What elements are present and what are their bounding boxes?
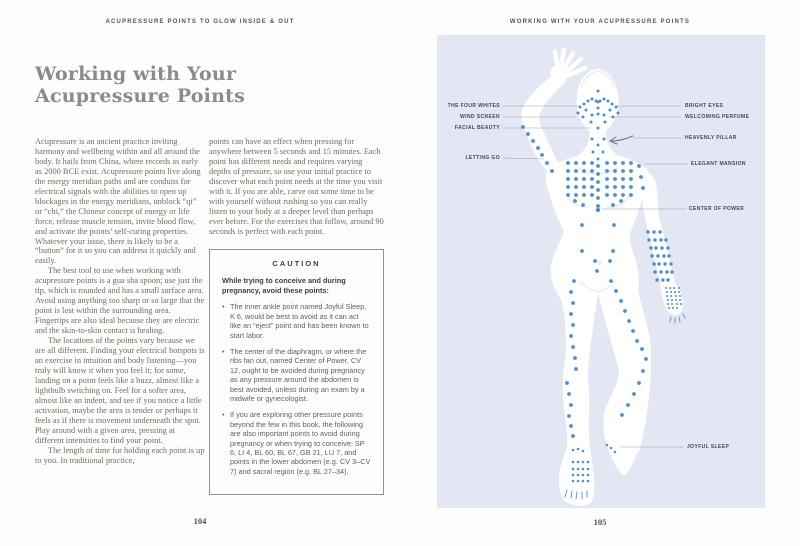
left-foot-grid: [582, 474, 585, 477]
forearm-grid: [656, 254, 659, 257]
forearm-grid: [653, 270, 656, 273]
page-number-left: 104: [193, 516, 207, 526]
hand-grid: [678, 291, 680, 293]
forearm-grid: [652, 230, 655, 233]
right-calf-line: [620, 413, 624, 417]
forearm-grid: [658, 230, 661, 233]
hand-grid: [676, 307, 678, 309]
face-points: [579, 106, 582, 109]
face-points: [587, 100, 590, 103]
left-shin-line: [567, 414, 571, 418]
chest-right-grid: [621, 193, 625, 197]
abdomen-points: [612, 223, 616, 227]
face-points: [597, 101, 600, 104]
label-elegant-mansion: ELEGANT MANSION: [691, 161, 746, 167]
left-shin-line: [567, 392, 571, 396]
chest-right-grid: [621, 169, 625, 173]
hand-grid: [675, 299, 677, 301]
hand-grid: [669, 287, 671, 289]
caution-bullet: [222, 302, 371, 340]
chest-right-grid: [621, 177, 625, 181]
joyful-sleep-points: [606, 444, 609, 447]
chest-left-grid: [566, 185, 570, 189]
hand-grid: [670, 291, 672, 293]
neck-points: [591, 138, 594, 141]
chest-right-grid: [621, 185, 625, 189]
hand-grid: [673, 287, 675, 289]
body-paragraph: The best tool to use when working with acupressure points is a gua sha spoon; use just the tip, which is rounded and has a small surface area. Avoid using anything too sharp or so large that the point is lost within the surrounding area. Fingertips are also ideal because they are electric and the skin-to-skin contact is healing.: [35, 266, 205, 336]
chest-right-grid: [605, 177, 609, 181]
hand-grid: [680, 303, 682, 305]
caution-bullet: [222, 347, 371, 403]
face-points: [609, 109, 612, 112]
chest-right-grid: [629, 161, 633, 165]
hand-grid: [679, 299, 681, 301]
chest-left-grid: [582, 161, 586, 165]
chest-left-grid: [566, 193, 570, 197]
chest-right-grid: [613, 177, 617, 181]
left-foot-grid: [587, 461, 590, 464]
hand-grid: [676, 303, 678, 305]
face-points: [597, 113, 600, 116]
left-ankle-row: [572, 449, 575, 452]
face-points: [585, 109, 588, 112]
label-letting-go: LETTING GO: [465, 155, 500, 161]
hand-grid: [666, 295, 668, 297]
face-points: [590, 121, 593, 124]
left-thigh-line: [572, 279, 576, 283]
neck-points: [602, 151, 605, 154]
chest-right-grid: [621, 161, 625, 165]
face-points: [603, 114, 606, 117]
body-paragraph: The length of time for holding each point is up to you. In traditional practice,: [35, 445, 205, 465]
hand-grid: [667, 303, 669, 305]
hand-grid: [675, 295, 677, 297]
chest-right-grid: [605, 161, 609, 165]
caution-bullet: [222, 410, 371, 476]
face-points: [603, 98, 606, 101]
text-column-2: [209, 137, 384, 495]
left-foot-grid: [572, 480, 575, 483]
chest-edge-points: [581, 203, 585, 207]
chest-right-grid: [613, 169, 617, 173]
caution-box: [209, 249, 384, 496]
hand-grid: [671, 303, 673, 305]
bullet-glyph: •: [222, 410, 225, 420]
raised-arm-shape: [521, 73, 567, 173]
left-thigh-line: [569, 334, 573, 338]
hand-grid: [667, 299, 669, 301]
abdomen-points: [593, 259, 597, 263]
sternum-line: [596, 188, 600, 192]
forearm-grid: [659, 238, 662, 241]
chest-right-grid: [605, 185, 609, 189]
neck-points: [603, 138, 606, 141]
face-points: [597, 90, 600, 93]
hand-grid: [679, 295, 681, 297]
sternum-line: [596, 164, 600, 168]
joyful-sleep-points: [610, 447, 613, 450]
face-points: [577, 112, 580, 115]
left-foot-grid: [587, 474, 590, 477]
forearm-grid: [662, 254, 665, 257]
left-foot-grid: [572, 461, 575, 464]
forearm-grid: [655, 278, 658, 281]
forearm-grid: [663, 262, 666, 265]
right-thigh-line: [609, 279, 613, 283]
caution-lead: While trying to conceive and during pregnancy, avoid these points:: [222, 276, 346, 295]
left-foot-grid: [587, 480, 590, 483]
left-thigh-line: [569, 290, 573, 294]
face-points: [591, 98, 594, 101]
chest-right-grid: [605, 169, 609, 173]
left-thigh-line: [571, 345, 575, 349]
arrow-icon: [610, 136, 633, 144]
left-shin-line: [569, 403, 573, 407]
chest-left-grid: [566, 161, 570, 165]
left-thigh-line: [573, 356, 577, 360]
right-thigh-line: [627, 319, 631, 323]
chest-edge-points: [637, 164, 641, 168]
abdomen-points: [580, 249, 584, 253]
face-points: [582, 116, 585, 119]
right-calf-line: [644, 357, 648, 361]
left-foot-grid: [577, 461, 580, 464]
abdomen-points: [608, 259, 612, 263]
hand-grid: [671, 299, 673, 301]
forearm-grid: [654, 246, 657, 249]
forearm-grid: [666, 246, 669, 249]
body-paragraph: points can have an effect when pressing for anywhere between 5 seconds and 15 minutes. Each point has different needs and requires varying depths of pressure, so use your initial practice to discover what each point needs at the time you visit with it. If you are able, carve out some time to be with yourself without rushing so you can really listen to your body at a deeper level than perhaps ever before. For the exercises that follow, around 90 seconds is perfect with each point.: [209, 137, 384, 236]
caution-title: CAUTION: [272, 258, 321, 268]
face-points: [604, 121, 607, 124]
caution-bullet-list: [222, 302, 371, 476]
label-heavenly-pillar: HEAVENLY PILLAR: [685, 135, 737, 141]
right-calf-line: [641, 369, 645, 373]
left-ankle-row: [577, 448, 580, 451]
face-points: [615, 106, 618, 109]
face-points: [597, 107, 600, 110]
label-center-of-power: CENTER OF POWER: [689, 206, 745, 212]
right-calf-line: [626, 403, 630, 407]
chest-right-grid: [605, 193, 609, 197]
chest-left-grid: [574, 169, 578, 173]
chest-left-grid: [590, 193, 594, 197]
letting-go-arm-line: [545, 161, 549, 165]
hand-grid: [672, 307, 674, 309]
hand-grid: [678, 287, 680, 289]
chest-edge-points: [639, 175, 643, 179]
chest-left-grid: [566, 177, 570, 181]
left-shin-line: [571, 434, 575, 438]
left-foot-grid: [577, 480, 580, 483]
chest-edge-points: [611, 203, 615, 207]
sternum-line: [596, 180, 600, 184]
left-foot-grid: [577, 468, 580, 471]
sternum-line: [596, 172, 600, 176]
abdomen-points: [580, 223, 584, 227]
body-silhouette: [521, 50, 683, 506]
chest-edge-points: [619, 199, 623, 203]
right-calf-line: [632, 392, 636, 396]
forearm-grid: [653, 238, 656, 241]
right-thigh-line: [635, 339, 639, 343]
label-joyful-sleep: JOYFUL SLEEP: [687, 444, 730, 450]
chest-right-grid: [629, 185, 633, 189]
left-foot-grid: [577, 474, 580, 477]
chest-left-grid: [582, 177, 586, 181]
right-thigh-line: [614, 289, 618, 293]
caution-bullet-text: If you are exploring other pressure points beyond the few in this book, the following are also important points to avoid during pregnancy or when trying to conceive: SP 6, LI 4, BL 60, BL 67, GB 21, LU 7, and points in the lower abdomen (e.g. CV 3–CV 7) and sacral region (e.g. BL 27–34).: [230, 410, 371, 476]
face-points: [583, 103, 586, 106]
chest-left-grid: [582, 185, 586, 189]
hand-grid: [674, 291, 676, 293]
chest-right-grid: [613, 193, 617, 197]
chest-left-grid: [566, 169, 570, 173]
running-head-right: WORKING WITH YOUR ACUPRESSURE POINTS: [509, 19, 691, 25]
letting-go-arm-line: [540, 153, 544, 157]
left-foot-grid: [582, 468, 585, 471]
acupressure-figure-panel: [437, 35, 765, 508]
left-shin-line: [569, 424, 573, 428]
left-shin-line: [565, 381, 569, 385]
left-foot-grid: [582, 461, 585, 464]
neck-points: [597, 144, 600, 147]
forearm-grid: [652, 262, 655, 265]
face-points: [617, 112, 620, 115]
center-of-power-point: [596, 208, 600, 212]
hand-grid: [665, 287, 667, 289]
chest-right-grid: [629, 193, 633, 197]
chest-right-grid: [613, 185, 617, 189]
caution-bullet-text: The inner ankle point named Joyful Sleep, K 6, would be best to avoid as it can act like an “eject” point and has been known to start labor.: [230, 302, 369, 340]
label-wind-screen: WIND SCREEN: [460, 114, 500, 120]
forearm-grid: [670, 270, 673, 273]
forearm-grid: [646, 230, 649, 233]
label-bright-eyes: BRIGHT EYES: [685, 103, 724, 109]
forearm-grid: [659, 270, 662, 273]
body-paragraph: Acupressure is an ancient practice inviting harmony and wellbeing within and all around the body. It hails from China, where records as early as 2000 BCE exist. Acupressure points live along the energy meridian paths and are conduits for electrical signals with the abilities to open up blockages in the energy meridians, unblock “qi” or “chi,” the Chinese concept of energy or life force, release muscle tension, invite blood flow, and activate the points’ self-curing properties. Whatever your issue, there is likely to be a “button” for it so you can address it quickly and easily.: [35, 137, 201, 266]
right-thigh-line: [631, 329, 635, 333]
left-foot-grid: [572, 474, 575, 477]
forearm-grid: [660, 246, 663, 249]
forearm-grid: [647, 238, 650, 241]
right-calf-line: [637, 381, 641, 385]
forearm-grid: [661, 278, 664, 281]
chest-edge-points: [573, 199, 577, 203]
sternum-line: [596, 196, 600, 200]
left-foot-grid: [582, 480, 585, 483]
face-points: [597, 127, 600, 130]
left-thigh-line: [571, 323, 575, 327]
chest-left-grid: [590, 169, 594, 173]
left-thigh-line: [571, 301, 575, 305]
label-the-four-whites: THE FOUR WHITES: [447, 103, 500, 109]
forearm-grid: [666, 278, 669, 281]
sternum-line: [596, 204, 600, 208]
chest-left-grid: [574, 193, 578, 197]
forearm-grid: [669, 262, 672, 265]
chest-right-grid: [629, 169, 633, 173]
left-foot-grid: [587, 468, 590, 471]
neck-points: [592, 151, 595, 154]
caution-bullet-text: The center of the diaphragm, or where the ribs fan out, named Center of Power, CV 12, ought to be avoided during pregnancy as any pressure around the abdomen is best avoided, unless during an exam by a midwife or gynecologist.: [230, 346, 367, 403]
forearm-grid: [649, 246, 652, 249]
hand-grid: [666, 291, 668, 293]
face-points: [607, 100, 610, 103]
letting-go-arm-line: [526, 132, 530, 136]
right-thigh-line: [640, 347, 644, 351]
forearm-grid: [657, 262, 660, 265]
bullet-glyph: •: [222, 302, 225, 312]
forearm-grid: [667, 254, 670, 257]
label-facial-beauty: FACIAL BEAUTY: [454, 125, 500, 131]
running-head-left: ACUPRESSURE POINTS TO GLOW INSIDE & OUT: [105, 19, 295, 25]
page-number-right: 105: [593, 517, 607, 527]
page-title-line1: Working with Your: [35, 63, 237, 85]
chest-edge-points: [550, 169, 554, 173]
face-points: [591, 114, 594, 117]
forearm-grid: [664, 238, 667, 241]
letting-go-arm-line: [536, 146, 540, 150]
bullet-glyph: •: [222, 346, 225, 356]
chest-left-grid: [574, 185, 578, 189]
right-thigh-line: [623, 309, 627, 313]
chest-left-grid: [590, 177, 594, 181]
forearm-grid: [665, 270, 668, 273]
left-thigh-line: [569, 312, 573, 316]
chest-left-grid: [574, 161, 578, 165]
text-column-1: [35, 137, 205, 465]
page-title-line2: Acupressure Points: [35, 85, 245, 107]
letting-go-arm-line: [521, 125, 525, 129]
chest-edge-points: [641, 186, 645, 190]
raised-hand-fingers: [555, 50, 585, 77]
page-title: [35, 63, 255, 107]
chest-left-grid: [582, 169, 586, 173]
hand-grid: [668, 307, 670, 309]
left-foot-grid: [572, 468, 575, 471]
neck-points: [597, 158, 600, 161]
chest-right-grid: [629, 177, 633, 181]
forearm-grid: [650, 254, 653, 257]
label-welcoming-perfume: WELCOMING PERFUME: [685, 114, 750, 120]
abdomen-points: [595, 269, 599, 273]
chest-left-grid: [582, 193, 586, 197]
torso-and-legs-shape: [546, 131, 651, 506]
abdomen-points: [611, 249, 615, 253]
hand-grid: [670, 295, 672, 297]
joyful-sleep-points: [614, 451, 617, 454]
letting-go-arm-line: [531, 139, 535, 143]
right-thigh-line: [619, 299, 623, 303]
chest-right-grid: [613, 161, 617, 165]
face-points: [611, 103, 614, 106]
chest-left-grid: [590, 185, 594, 189]
chest-left-grid: [590, 161, 594, 165]
face-points: [612, 116, 615, 119]
left-thigh-line: [574, 367, 578, 371]
chest-left-grid: [574, 177, 578, 181]
body-paragraph: The locations of the points vary because we are all different. Finding your electrical hotspots is an exercise in intuition and body listening—you truly will know it when you feel it; for some, landing on a point feels like a buzz, almost like a lightbulb switching on. Feel for a softer area, almost like an indent, and see if you notice a little activation, maybe the area is tender or perhaps it feels as if there is movement underneath the spot. Play around with a given area, pressing at different intensities to find your point.: [35, 336, 205, 445]
left-ankle-row: [582, 450, 585, 453]
